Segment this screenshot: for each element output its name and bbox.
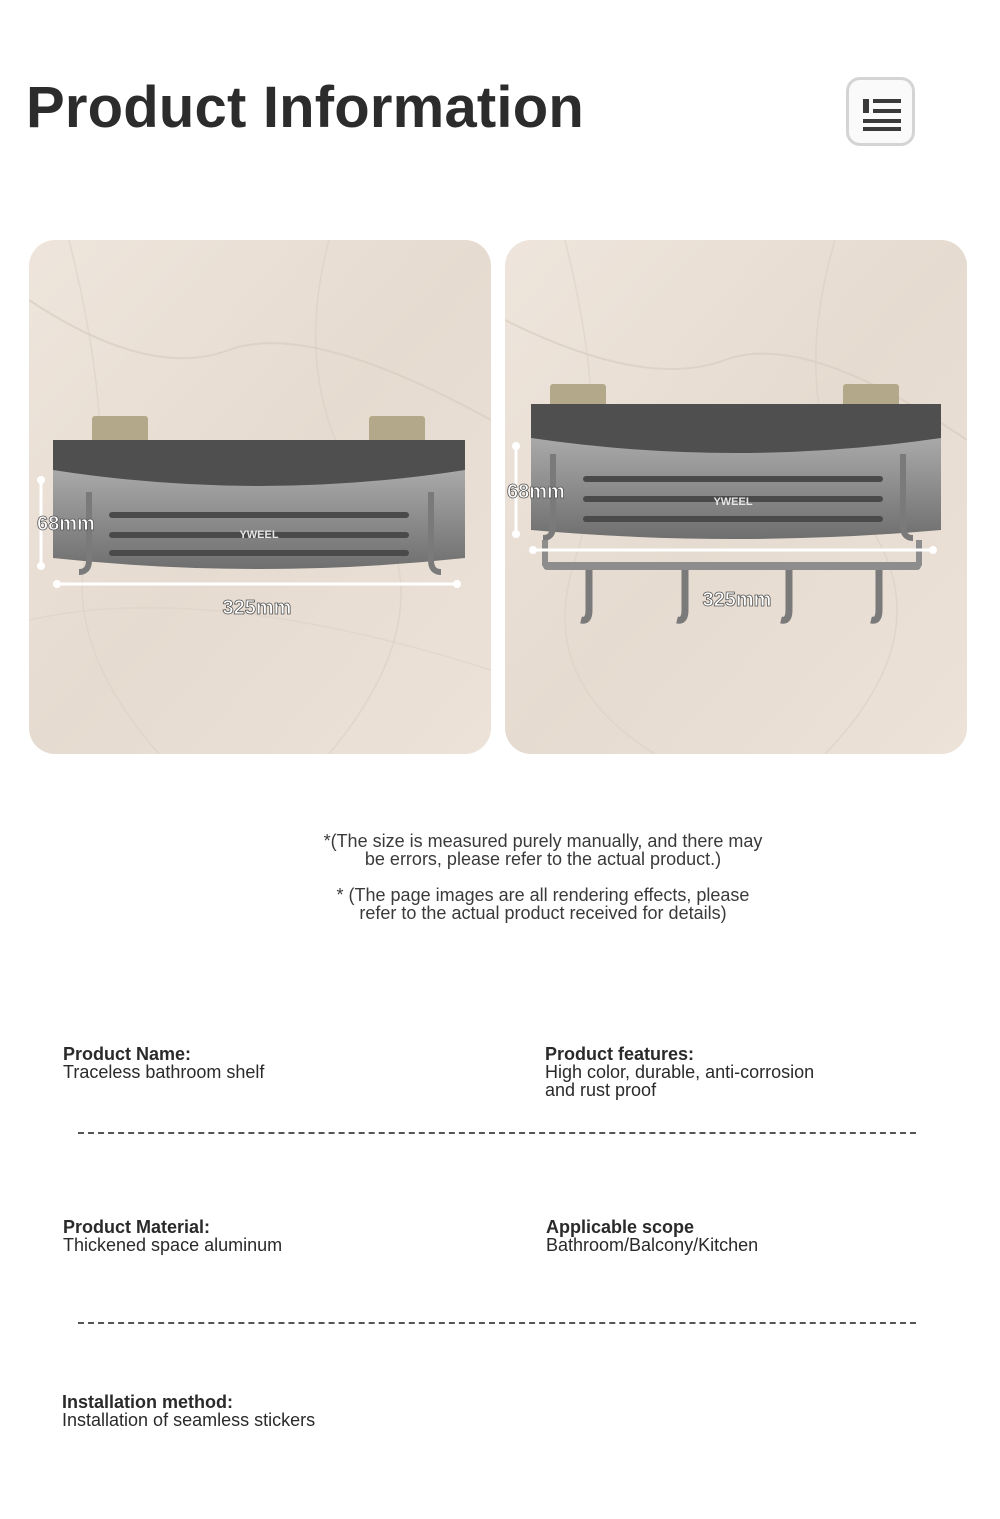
note-line: refer to the actual product received for details) — [359, 903, 727, 923]
note-line: * (The page images are all rendering effects, please — [336, 885, 750, 905]
height-dimension-label: 68mm — [37, 513, 95, 535]
spec-value: and rust proof — [545, 1080, 657, 1100]
page-title: Product Information — [26, 75, 585, 140]
dashed-divider — [78, 1322, 916, 1324]
spec-product-name — [63, 1045, 264, 1081]
spec-value: Traceless bathroom shelf — [63, 1062, 265, 1082]
spec-value: Thickened space aluminum — [63, 1235, 283, 1255]
note-line: be errors, please refer to the actual product.) — [364, 849, 722, 869]
spec-product-features — [545, 1045, 814, 1099]
width-dimension-label: 325mm — [702, 589, 772, 611]
spec-label: Product features: — [545, 1044, 695, 1064]
dashed-divider — [78, 1132, 916, 1134]
measurement-note — [0, 832, 1000, 868]
spec-product-material — [63, 1218, 282, 1254]
spec-value: High color, durable, anti-corrosion — [545, 1062, 815, 1082]
spec-installation-method — [62, 1393, 315, 1429]
spec-label: Applicable scope — [546, 1217, 695, 1237]
brand-logo: YWEEL — [239, 529, 279, 541]
product-image-basic-shelf — [29, 240, 491, 754]
spec-value: Bathroom/Balcony/Kitchen — [546, 1235, 759, 1255]
brand-logo: YWEEL — [713, 496, 753, 508]
spec-label: Installation method: — [62, 1392, 233, 1412]
product-image-hook-shelf — [505, 240, 967, 754]
spec-label: Product Material: — [63, 1217, 211, 1237]
rendering-note — [0, 886, 1000, 922]
spec-applicable-scope — [546, 1218, 758, 1254]
list-menu-icon — [861, 95, 903, 133]
menu-button[interactable] — [846, 77, 915, 146]
spec-label: Product Name: — [63, 1044, 192, 1064]
spec-value: Installation of seamless stickers — [62, 1410, 316, 1430]
note-line: *(The size is measured purely manually, and there may — [323, 831, 763, 851]
width-dimension-label: 325mm — [222, 597, 292, 619]
height-dimension-label: 68mm — [507, 481, 565, 503]
